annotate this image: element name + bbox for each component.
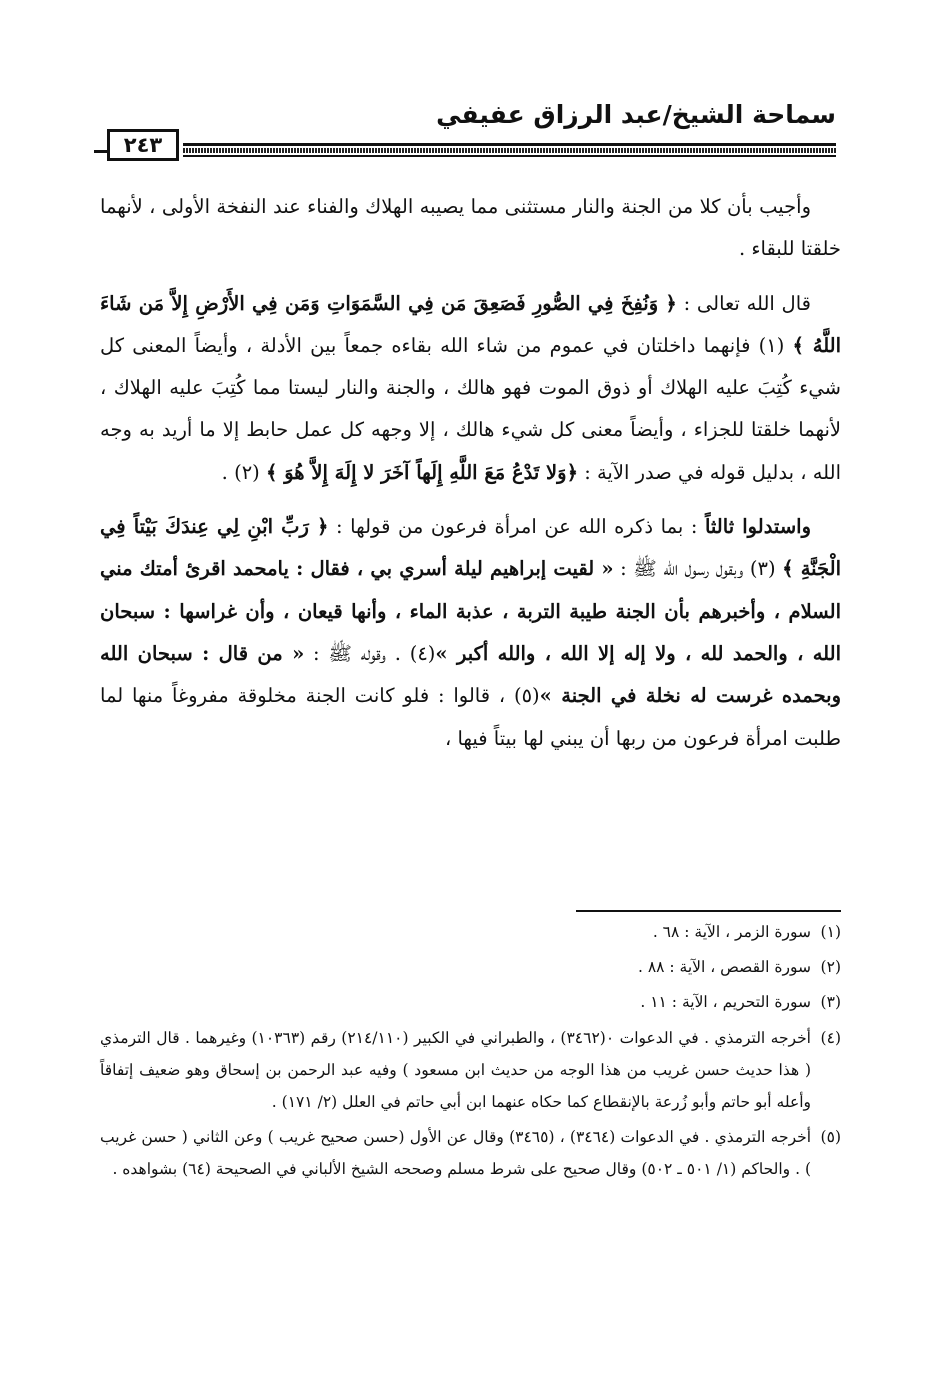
paragraph-2: [100, 283, 841, 494]
footnote-separator: [576, 910, 841, 912]
header-rule: [183, 143, 836, 157]
running-header-title: سماحة الشيخ/عبد الرزاق عفيفي: [436, 100, 836, 129]
p2-body: فإنهما داخلتان في عموم من شاء الله بقاءه جمعاً بين الأدلة ، وأيضاً المعنى كل شيء كُتِبَ عليه الهلاك أو ذوق الموت فهو هالك ، والجنة والنار ليستا مما كُتِبَ عليه الهلاك ، لأنهما خلقتا للجزاء ، وأيضاً معنى كل شيء هالك ، إلا وجهه كل عمل حابط إلا ما أريد به وجه الله ، بدليل قوله في صدر الآية :: [100, 333, 841, 484]
p3-rest: ، قالوا : فلو كانت الجنة مخلوقة مفروغاً منها لما طلبت امرأة فرعون من ربها أن يبني لها بيتاً فيها ،: [100, 684, 841, 750]
footnote-text: سورة التحريم ، الآية : ١١ .: [640, 993, 811, 1012]
footnote-ref-4: (٤): [409, 641, 436, 665]
main-text: [100, 186, 841, 760]
hadith-ibrahim: « لقيت إبراهيم ليلة أسري بي ، فقال : يامحمد اقرئ أمتك مني السلام ، وأخبرهم بأن الجنة طيبة التربة ، عذبة الماء ، وأنها قيعان ، وأن غراسها : سبحان الله ، والحمد لله ، ولا إله إلا الله ، والله أكبر »: [100, 557, 842, 665]
footnote-ref-1: (١): [750, 333, 793, 357]
paragraph-1: وأجيب بأن كلا من الجنة والنار مستثنى مما يصيبه الهلاك والفناء عند النفخة الأولى ، لأنهما خلقتا للبقاء .: [100, 195, 841, 261]
p3-mid: وبقول رسول الله ﷺ :: [613, 557, 744, 581]
quran-verse-zumar: ﴿ وَنُفِخَ فِي الصُّورِ فَصَعِقَ مَن فِي السَّمَوَاتِ وَمَن فِي الأَرْضِ إِلاَّ مَن شَاءَ اللَّهُ ﴾: [100, 291, 842, 357]
footnote-ref-3: (٣): [743, 557, 783, 581]
footnote-mark: (٣): [820, 993, 841, 1012]
hadith-nakhla: « من قال : سبحان الله وبحمده غرست له نخلة في الجنة »: [100, 641, 842, 708]
p3-lead: واستدلوا ثالثاً: [704, 515, 811, 539]
p2-end: .: [221, 460, 228, 484]
footnote-3: [100, 986, 841, 1018]
footnote-text: سورة القصص ، الآية : ٨٨ .: [637, 958, 811, 977]
quran-verse-tahrim: ﴿ رَبِّ ابْنِ لِي عِندَكَ بَيْتاً فِي الْجَنَّةِ ﴾: [100, 515, 841, 581]
paragraph-3: [100, 506, 841, 760]
footnote-ref-5: (٥): [513, 684, 540, 708]
footnote-mark: (١): [820, 923, 841, 941]
footnote-text: أخرجه الترمذي . في الدعوات ٠(٣٤٦٢) ، والطبراني في الكبير (٢١٤/١١٠) رقم (١٠٣٦٣) وغيرهما . قال الترمذي ( هذا حديث حسن غريب من هذا الوجه من حديث ابن مسعود ) وفيه عبد الرحمن بن إسحاق وهو ضعيف إتفاقاً وأعله أبو حاتم وأبو زُرعة بالإنقطاع كما حكاه عنهما ابن أبي حاتم في العلل (٢/ ١٧١) .: [100, 1028, 811, 1112]
p2-intro: قال الله تعالى :: [676, 291, 811, 315]
footnote-2: [100, 951, 841, 983]
p3-mid2: . وقوله ﷺ :: [304, 641, 410, 665]
footnote-mark: (٥): [820, 1128, 841, 1147]
footnote-mark: (٤): [820, 1028, 841, 1047]
quran-verse-qasas: ﴿وَلا تَدْعُ مَعَ اللَّهِ إِلَهاً آخَرَ لا إِلَهَ إِلاَّ هُوَ ﴾: [265, 460, 579, 484]
footnote-ref-2: (٢): [227, 460, 266, 484]
footnote-text: سورة الزمر ، الآية : ٦٨ .: [652, 923, 811, 941]
page-number: ٢٤٣: [107, 129, 179, 161]
p3-intro: : بما ذكره الله عن امرأة فرعون من قولها :: [328, 515, 705, 539]
footnote-mark: (٢): [820, 958, 841, 977]
footnote-5: [100, 1121, 841, 1185]
footnote-1: [100, 916, 841, 948]
footnote-text: أخرجه الترمذي . في الدعوات (٣٤٦٤) ، (٣٤٦٥) وقال عن الأول (حسن صحيح غريب ) وعن الثاني ( حسن غريب ) . والحاكم (١/ ٥٠١ ـ ٥٠٢) وقال صحيح على شرط مسلم وصححه الشيخ الألباني في الصحيحة (٦٤) بشواهده .: [100, 1128, 812, 1179]
footnotes: [100, 916, 841, 1186]
footnote-4: [100, 1022, 841, 1119]
